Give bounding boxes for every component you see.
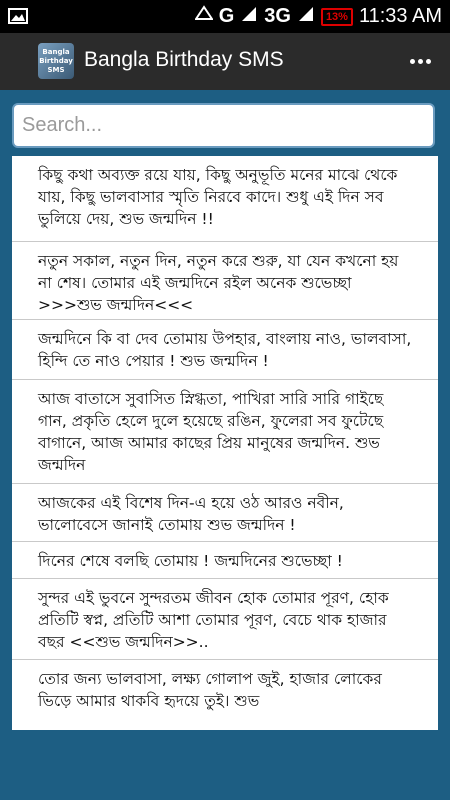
app-bar — [0, 33, 450, 90]
message-text: জন্মদিনে কি বা দেব তোমায় উপহার, বাংলায় নাও, ভালবাসা, হিন্দি তে নাও পেয়ার ! শুভ জন্মদিন ! — [38, 330, 412, 370]
search-box[interactable] — [12, 103, 435, 148]
alarm-icon — [195, 5, 213, 29]
message-text: আজ বাতাসে সুবাসিত স্নিগ্ধতা, পাখিরা সারি সারি গাইছে গান, প্রকৃতি হেলে দুলে হয়েছে রঙিন, ফুলেরা সব ফুটেছে বাগানে, আজ আমার কাছের প্রিয় মানুষের জন্মদিন. শুভ জন্মদিন — [38, 390, 384, 474]
image-notification-icon — [8, 6, 28, 26]
main-content — [0, 90, 450, 800]
message-text: কিছু কথা অব্যক্ত রয়ে যায়, কিছু অনুভূতি মনের মাঝে থেকে যায়, কিছু ভালবাসার স্মৃতি নিরবে কাদে। শুধু এই দিন সব ভুলিয়ে দেয়, শুভ জন্মদিন !! — [38, 166, 398, 228]
clock: 11:33 AM — [358, 5, 442, 27]
list-item[interactable] — [12, 660, 438, 730]
network-type-2-label: 3G — [264, 5, 291, 27]
search-input[interactable] — [20, 113, 427, 138]
list-item[interactable] — [12, 542, 438, 579]
dot-icon — [418, 59, 423, 64]
message-list[interactable] — [12, 156, 438, 730]
signal-2-icon — [297, 5, 315, 29]
message-text: নতুন সকাল, নতুন দিন, নতুন করে শুরু, যা যেন কখনো হয় না শেষ। তোমার এই জন্মদিনে রইল অনেক শুভেচ্ছা >>>শুভ জন্মদিন<<< — [38, 252, 399, 314]
list-item[interactable] — [12, 242, 438, 320]
message-text: সুন্দর এই ভুবনে সুন্দরতম জীবন হোক তোমার পূরণ, হোক প্রতিটি স্বপ্ন, প্রতিটি আশা তোমার পূরণ, বেচে থাক হাজার বছর <<শুভ জন্মদিন>>.. — [38, 589, 389, 651]
list-item[interactable] — [12, 484, 438, 542]
app-logo: Bangla Birthday SMS — [38, 43, 74, 79]
battery-indicator: 13% — [321, 8, 353, 26]
dot-icon — [410, 59, 415, 64]
network-type-label: G — [218, 5, 235, 27]
overflow-menu-button[interactable] — [408, 49, 432, 73]
message-text: দিনের শেষে বলছি তোমায় ! জন্মদিনের শুভেচ্ছা ! — [38, 552, 343, 570]
status-bar — [0, 0, 450, 33]
list-item[interactable] — [12, 320, 438, 380]
dot-icon — [426, 59, 431, 64]
message-text: তোর জন্য ভালবাসা, লক্ষ্য গোলাপ জুই, হাজার লোকের ভিড়ে আমার থাকবি হৃদয়ে তুই। শুভ — [38, 670, 382, 710]
list-item[interactable] — [12, 579, 438, 660]
list-item[interactable] — [12, 156, 438, 242]
app-title: Bangla Birthday SMS — [84, 48, 284, 71]
list-item[interactable] — [12, 380, 438, 484]
message-text: আজকের এই বিশেষ দিন-এ হয়ে ওঠ আরও নবীন, ভালোবেসে জানাই তোমায় শুভ জন্মদিন ! — [38, 494, 344, 534]
signal-icon — [240, 5, 258, 29]
